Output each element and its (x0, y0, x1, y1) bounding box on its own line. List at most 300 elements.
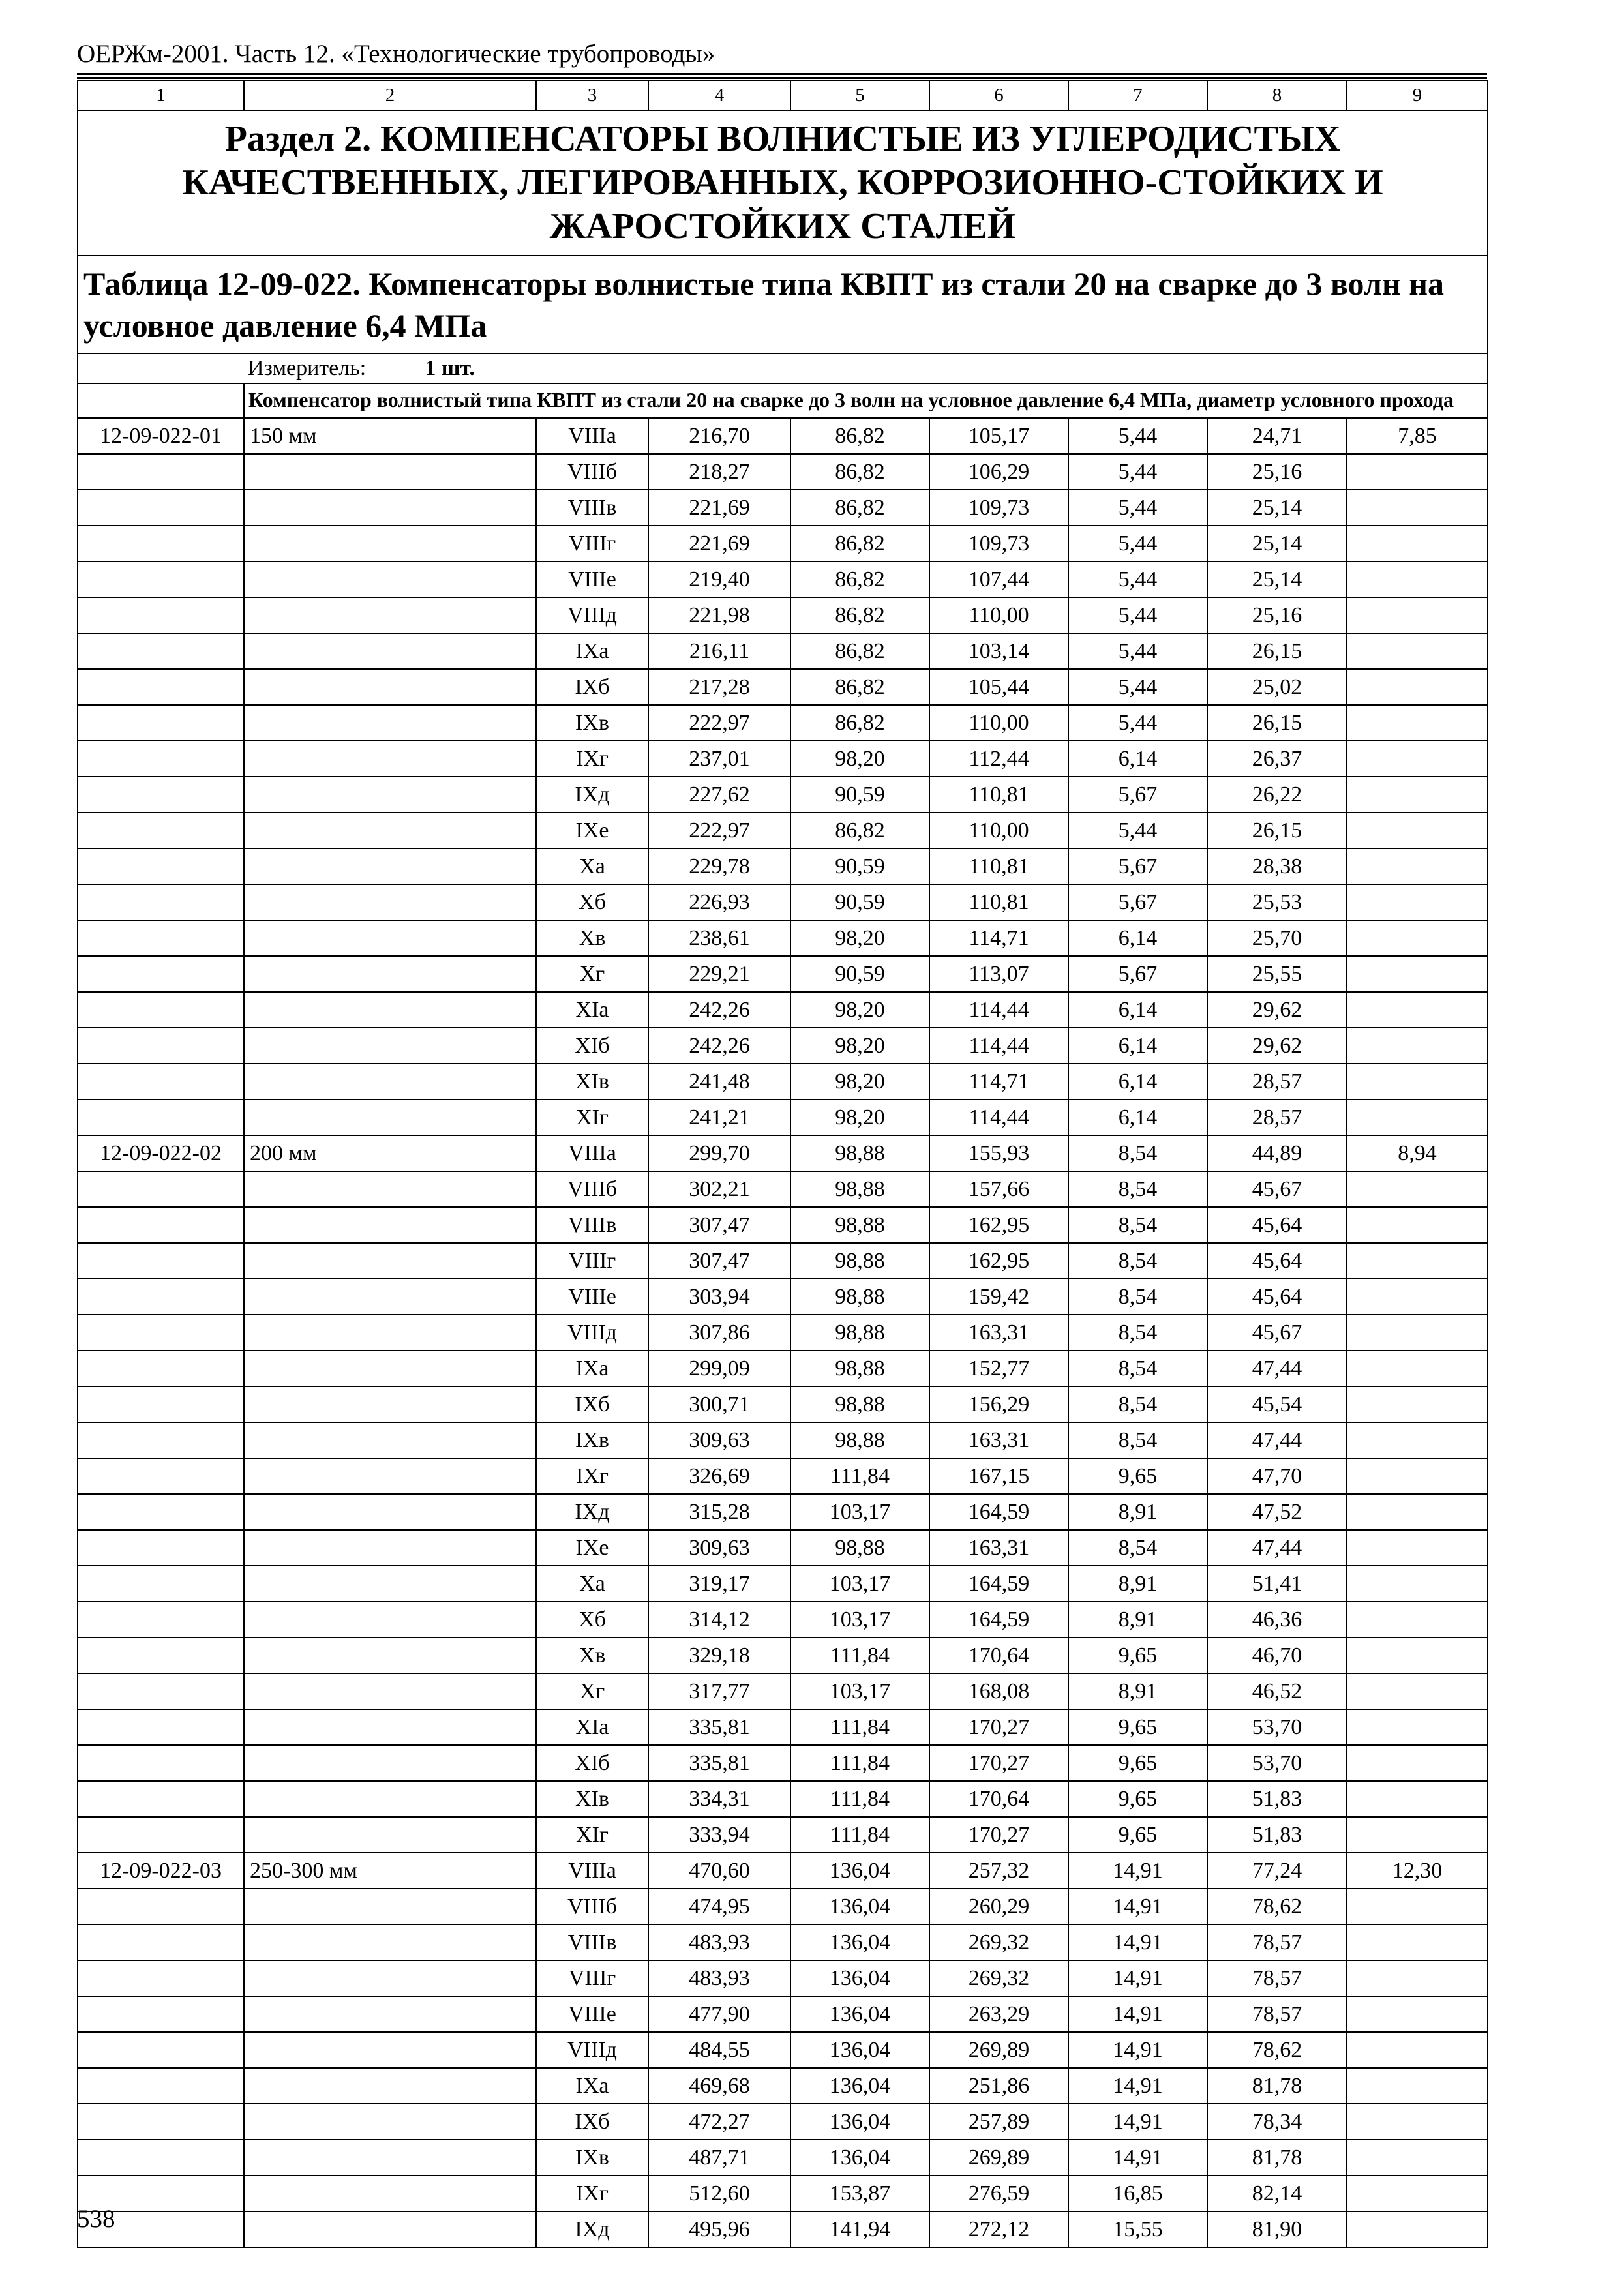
cost-value: 216,70 (648, 418, 790, 454)
cost-value: 136,04 (790, 2140, 929, 2176)
diameter-empty (244, 1279, 536, 1315)
cost-value: 242,26 (648, 1028, 790, 1064)
column-number: 1 (78, 80, 244, 110)
cost-value: 24,71 (1207, 418, 1347, 454)
table-row (78, 1638, 1488, 1673)
region-code: IXг (536, 1458, 648, 1494)
labor-value-empty (1347, 920, 1488, 956)
cost-value: 8,54 (1068, 1279, 1207, 1315)
cost-value: 5,44 (1068, 813, 1207, 848)
diameter-empty (244, 669, 536, 705)
table-row (78, 2032, 1488, 2068)
column-number: 6 (929, 80, 1068, 110)
cost-value: 314,12 (648, 1602, 790, 1638)
cost-value: 9,65 (1068, 1709, 1207, 1745)
diameter-empty (244, 1709, 536, 1745)
table-row (78, 490, 1488, 526)
labor-value-empty (1347, 1889, 1488, 1924)
cost-value: 164,59 (929, 1602, 1068, 1638)
cost-value: 136,04 (790, 2068, 929, 2104)
cost-value: 78,62 (1207, 2032, 1347, 2068)
region-code: XIб (536, 1028, 648, 1064)
diameter-empty (244, 777, 536, 813)
cost-value: 136,04 (790, 1960, 929, 1996)
diameter-empty (244, 1243, 536, 1279)
cost-value: 6,14 (1068, 1100, 1207, 1135)
table-row (78, 848, 1488, 884)
region-code: VIIIе (536, 1996, 648, 2032)
region-code: IXв (536, 2140, 648, 2176)
cost-value: 227,62 (648, 777, 790, 813)
region-code: VIIIв (536, 1924, 648, 1960)
cost-value: 9,65 (1068, 1781, 1207, 1817)
labor-value-empty (1347, 956, 1488, 992)
diameter-empty (244, 2068, 536, 2104)
table-row (78, 1960, 1488, 1996)
cost-value: 29,62 (1207, 1028, 1347, 1064)
region-code: VIIIб (536, 1889, 648, 1924)
table-row (78, 741, 1488, 777)
region-code: IXб (536, 1386, 648, 1422)
cost-value: 111,84 (790, 1817, 929, 1853)
region-code: IXа (536, 2068, 648, 2104)
diameter: 200 мм (244, 1135, 536, 1171)
cost-value: 6,14 (1068, 741, 1207, 777)
region-code: Xа (536, 1566, 648, 1602)
labor-value-empty (1347, 1171, 1488, 1207)
rate-code-empty (78, 956, 244, 992)
cost-value: 78,57 (1207, 1960, 1347, 1996)
labor-value-empty (1347, 1673, 1488, 1709)
cost-value: 8,54 (1068, 1135, 1207, 1171)
cost-value: 5,44 (1068, 418, 1207, 454)
rate-code-empty (78, 1602, 244, 1638)
rate-code-empty (78, 633, 244, 669)
rate-code-empty (78, 1315, 244, 1351)
cost-value: 5,44 (1068, 669, 1207, 705)
rate-code-empty (78, 1996, 244, 2032)
cost-value: 90,59 (790, 777, 929, 813)
cost-value: 8,54 (1068, 1422, 1207, 1458)
rate-code-empty (78, 597, 244, 633)
cost-value: 5,44 (1068, 526, 1207, 561)
cost-value: 110,00 (929, 813, 1068, 848)
region-code: VIIIд (536, 597, 648, 633)
rate-code-empty (78, 561, 244, 597)
region-code: IXа (536, 633, 648, 669)
rate-code: 12-09-022-01 (78, 418, 244, 454)
cost-value: 153,87 (790, 2176, 929, 2211)
table-row (78, 777, 1488, 813)
diameter-empty (244, 2032, 536, 2068)
labor-value-empty (1347, 1638, 1488, 1673)
header-double-rule (77, 73, 1487, 79)
diameter-empty (244, 1100, 536, 1135)
rate-code-empty (78, 1673, 244, 1709)
labor-value-empty (1347, 1243, 1488, 1279)
cost-value: 329,18 (648, 1638, 790, 1673)
cost-value: 86,82 (790, 454, 929, 490)
labor-value-empty (1347, 561, 1488, 597)
diameter-empty (244, 1422, 536, 1458)
region-code: IXд (536, 777, 648, 813)
cost-value: 141,94 (790, 2211, 929, 2247)
cost-value: 333,94 (648, 1817, 790, 1853)
table-row (78, 1422, 1488, 1458)
diameter: 150 мм (244, 418, 536, 454)
region-code: XIа (536, 1709, 648, 1745)
rate-code-empty (78, 1458, 244, 1494)
region-code: Xв (536, 920, 648, 956)
cost-value: 269,32 (929, 1924, 1068, 1960)
cost-value: 110,81 (929, 884, 1068, 920)
cost-value: 98,20 (790, 920, 929, 956)
cost-value: 46,52 (1207, 1673, 1347, 1709)
measure-row (78, 353, 1488, 383)
table-row (78, 2068, 1488, 2104)
table-row (78, 1853, 1488, 1889)
cost-value: 86,82 (790, 669, 929, 705)
region-code: Xб (536, 884, 648, 920)
table-row (78, 633, 1488, 669)
cost-value: 28,57 (1207, 1064, 1347, 1100)
cost-value: 5,44 (1068, 490, 1207, 526)
region-code: XIв (536, 1781, 648, 1817)
measure-value: 1 шт. (425, 356, 475, 380)
cost-value: 98,20 (790, 1100, 929, 1135)
table-row (78, 1709, 1488, 1745)
cost-value: 5,44 (1068, 597, 1207, 633)
cost-value: 78,57 (1207, 1924, 1347, 1960)
cost-value: 25,02 (1207, 669, 1347, 705)
table-row (78, 526, 1488, 561)
table-row (78, 669, 1488, 705)
diameter-empty (244, 1889, 536, 1924)
diameter-empty (244, 490, 536, 526)
column-number: 4 (648, 80, 790, 110)
diameter-empty (244, 992, 536, 1028)
cost-value: 226,93 (648, 884, 790, 920)
cost-value: 105,44 (929, 669, 1068, 705)
cost-value: 45,67 (1207, 1315, 1347, 1351)
cost-value: 335,81 (648, 1745, 790, 1781)
diameter-empty (244, 633, 536, 669)
cost-value: 46,70 (1207, 1638, 1347, 1673)
region-code: XIг (536, 1100, 648, 1135)
diameter-empty (244, 1996, 536, 2032)
labor-value-empty (1347, 1566, 1488, 1602)
cost-value: 114,44 (929, 1028, 1068, 1064)
cost-value: 46,36 (1207, 1602, 1347, 1638)
cost-value: 326,69 (648, 1458, 790, 1494)
table-row (78, 1315, 1488, 1351)
labor-value-empty (1347, 2140, 1488, 2176)
rate-code: 12-09-022-03 (78, 1853, 244, 1889)
cost-value: 107,44 (929, 561, 1068, 597)
rate-code-empty (78, 1566, 244, 1602)
region-code: IXе (536, 1530, 648, 1566)
region-code: VIIIб (536, 454, 648, 490)
cost-value: 217,28 (648, 669, 790, 705)
diameter-empty (244, 2104, 536, 2140)
cost-value: 44,89 (1207, 1135, 1347, 1171)
cost-value: 483,93 (648, 1924, 790, 1960)
cost-value: 307,47 (648, 1207, 790, 1243)
labor-value-empty (1347, 1100, 1488, 1135)
cost-value: 29,62 (1207, 992, 1347, 1028)
cost-value: 81,78 (1207, 2068, 1347, 2104)
region-code: Xг (536, 1673, 648, 1709)
labor-value-empty (1347, 884, 1488, 920)
cost-value: 472,27 (648, 2104, 790, 2140)
cost-value: 90,59 (790, 848, 929, 884)
diameter-empty (244, 1494, 536, 1530)
diameter-empty (244, 1673, 536, 1709)
cost-value: 114,71 (929, 920, 1068, 956)
cost-value: 156,29 (929, 1386, 1068, 1422)
labor-value-empty (1347, 1709, 1488, 1745)
cost-value: 25,53 (1207, 884, 1347, 920)
rates-table (77, 80, 1488, 2248)
cost-value: 90,59 (790, 956, 929, 992)
cost-value: 110,00 (929, 705, 1068, 741)
cost-value: 26,22 (1207, 777, 1347, 813)
cost-value: 317,77 (648, 1673, 790, 1709)
diameter-empty (244, 1817, 536, 1853)
rate-code-empty (78, 813, 244, 848)
cost-value: 14,91 (1068, 1924, 1207, 1960)
diameter-empty (244, 2211, 536, 2247)
rate-code: 12-09-022-02 (78, 1135, 244, 1171)
rate-code-empty (78, 1960, 244, 1996)
cost-value: 47,44 (1207, 1530, 1347, 1566)
cost-value: 45,67 (1207, 1171, 1347, 1207)
labor-value-empty (1347, 1745, 1488, 1781)
table-row (78, 1207, 1488, 1243)
cost-value: 28,57 (1207, 1100, 1347, 1135)
cost-value: 163,31 (929, 1315, 1068, 1351)
diameter-empty (244, 1638, 536, 1673)
cost-value: 477,90 (648, 1996, 790, 2032)
cost-value: 111,84 (790, 1745, 929, 1781)
rate-code-empty (78, 669, 244, 705)
cost-value: 98,88 (790, 1207, 929, 1243)
diameter-empty (244, 1171, 536, 1207)
cost-value: 216,11 (648, 633, 790, 669)
diameter-empty (244, 2140, 536, 2176)
cost-value: 309,63 (648, 1422, 790, 1458)
cost-value: 25,55 (1207, 956, 1347, 992)
labor-value-empty (1347, 813, 1488, 848)
region-code: XIа (536, 992, 648, 1028)
diameter-empty (244, 526, 536, 561)
table-row (78, 1028, 1488, 1064)
cost-value: 81,90 (1207, 2211, 1347, 2247)
rate-code-empty (78, 1781, 244, 1817)
labor-value-empty (1347, 1602, 1488, 1638)
cost-value: 51,83 (1207, 1817, 1347, 1853)
table-row (78, 1602, 1488, 1638)
rate-code-empty (78, 1028, 244, 1064)
cost-value: 495,96 (648, 2211, 790, 2247)
cost-value: 269,89 (929, 2032, 1068, 2068)
table-row (78, 1889, 1488, 1924)
cost-value: 103,17 (790, 1566, 929, 1602)
cost-value: 164,59 (929, 1566, 1068, 1602)
table-row (78, 1924, 1488, 1960)
cost-value: 51,41 (1207, 1566, 1347, 1602)
cost-value: 98,88 (790, 1135, 929, 1171)
cost-value: 163,31 (929, 1422, 1068, 1458)
cost-value: 8,54 (1068, 1351, 1207, 1386)
cost-value: 6,14 (1068, 1064, 1207, 1100)
region-code: VIIIб (536, 1171, 648, 1207)
cost-value: 113,07 (929, 956, 1068, 992)
table-row (78, 2211, 1488, 2247)
diameter-empty (244, 741, 536, 777)
cost-value: 251,86 (929, 2068, 1068, 2104)
labor-value-empty (1347, 1064, 1488, 1100)
table-title-row (78, 256, 1488, 353)
column-number: 5 (790, 80, 929, 110)
cost-value: 152,77 (929, 1351, 1068, 1386)
cost-value: 26,37 (1207, 741, 1347, 777)
cost-value: 14,91 (1068, 2068, 1207, 2104)
cost-value: 8,91 (1068, 1602, 1207, 1638)
cost-value: 242,26 (648, 992, 790, 1028)
cost-value: 8,54 (1068, 1315, 1207, 1351)
cost-value: 103,17 (790, 1494, 929, 1530)
cost-value: 78,57 (1207, 1996, 1347, 2032)
cost-value: 309,63 (648, 1530, 790, 1566)
cost-value: 47,44 (1207, 1422, 1347, 1458)
cost-value: 25,16 (1207, 597, 1347, 633)
cost-value: 164,59 (929, 1494, 1068, 1530)
cost-value: 263,29 (929, 1996, 1068, 2032)
cost-value: 9,65 (1068, 1638, 1207, 1673)
cost-value: 103,17 (790, 1602, 929, 1638)
table-row (78, 1781, 1488, 1817)
cost-value: 47,52 (1207, 1494, 1347, 1530)
cost-value: 5,67 (1068, 956, 1207, 992)
cost-value: 98,88 (790, 1243, 929, 1279)
cost-value: 167,15 (929, 1458, 1068, 1494)
cost-value: 241,21 (648, 1100, 790, 1135)
cost-value: 14,91 (1068, 1996, 1207, 2032)
cost-value: 8,91 (1068, 1494, 1207, 1530)
cost-value: 111,84 (790, 1458, 929, 1494)
item-description: Компенсатор волнистый типа КВПТ из стали 20 на сварке до 3 волн на условное давление 6,4 МПа, диаметр условного прохода (248, 388, 1454, 411)
cost-value: 170,27 (929, 1709, 1068, 1745)
cost-value: 5,44 (1068, 633, 1207, 669)
table-row (78, 2176, 1488, 2211)
cost-value: 98,88 (790, 1530, 929, 1566)
cost-value: 303,94 (648, 1279, 790, 1315)
cost-value: 170,64 (929, 1781, 1068, 1817)
cost-value: 241,48 (648, 1064, 790, 1100)
cost-value: 8,54 (1068, 1171, 1207, 1207)
region-code: VIIIа (536, 418, 648, 454)
table-row (78, 1100, 1488, 1135)
diameter-empty (244, 1530, 536, 1566)
cost-value: 5,67 (1068, 777, 1207, 813)
cost-value: 53,70 (1207, 1709, 1347, 1745)
cost-value: 103,17 (790, 1673, 929, 1709)
cost-value: 14,91 (1068, 2140, 1207, 2176)
labor-value-empty (1347, 1315, 1488, 1351)
column-number: 8 (1207, 80, 1347, 110)
cost-value: 257,32 (929, 1853, 1068, 1889)
region-code: IXа (536, 1351, 648, 1386)
cost-value: 469,68 (648, 2068, 790, 2104)
diameter-empty (244, 705, 536, 741)
region-code: IXб (536, 2104, 648, 2140)
cost-value: 8,91 (1068, 1566, 1207, 1602)
region-code: VIIIг (536, 526, 648, 561)
cost-value: 315,28 (648, 1494, 790, 1530)
region-code: IXг (536, 2176, 648, 2211)
cost-value: 6,14 (1068, 920, 1207, 956)
cost-value: 82,14 (1207, 2176, 1347, 2211)
labor-value-empty (1347, 2068, 1488, 2104)
cost-value: 28,38 (1207, 848, 1347, 884)
cost-value: 168,08 (929, 1673, 1068, 1709)
diameter-empty (244, 813, 536, 848)
diameter-empty (244, 1351, 536, 1386)
cost-value: 98,88 (790, 1422, 929, 1458)
labor-value-empty (1347, 2211, 1488, 2247)
section-title: Раздел 2. КОМПЕНСАТОРЫ ВОЛНИСТЫЕ ИЗ УГЛЕРОДИСТЫХ КАЧЕСТВЕННЫХ, ЛЕГИРОВАННЫХ, КОРРОЗИОННО-СТОЙКИХ И ЖАРОСТОЙКИХ СТАЛЕЙ (78, 110, 1488, 256)
cost-value: 14,91 (1068, 1853, 1207, 1889)
page-number: 538 (77, 2205, 115, 2233)
cost-value: 5,44 (1068, 705, 1207, 741)
cost-value: 8,54 (1068, 1530, 1207, 1566)
diameter-empty (244, 1960, 536, 1996)
diameter: 250-300 мм (244, 1853, 536, 1889)
running-header: ОЕРЖм-2001. Часть 12. «Технологические трубопроводы» (77, 40, 715, 68)
section-title-row (78, 110, 1488, 256)
cost-value: 218,27 (648, 454, 790, 490)
labor-value-empty (1347, 1028, 1488, 1064)
labor-value-empty (1347, 633, 1488, 669)
region-code: IXе (536, 813, 648, 848)
cost-value: 47,44 (1207, 1351, 1347, 1386)
cost-value: 300,71 (648, 1386, 790, 1422)
rate-code-empty (78, 1494, 244, 1530)
labor-value-empty (1347, 705, 1488, 741)
labor-value-empty (1347, 669, 1488, 705)
column-number: 9 (1347, 80, 1488, 110)
cost-value: 16,85 (1068, 2176, 1207, 2211)
diameter-empty (244, 1924, 536, 1960)
rate-code-empty (78, 454, 244, 490)
labor-value-empty (1347, 1386, 1488, 1422)
labor-value-empty (1347, 1924, 1488, 1960)
description-row (78, 383, 1488, 418)
cost-value: 335,81 (648, 1709, 790, 1745)
diameter-empty (244, 1458, 536, 1494)
region-code: IXд (536, 1494, 648, 1530)
cost-value: 9,65 (1068, 1745, 1207, 1781)
cost-value: 470,60 (648, 1853, 790, 1889)
cost-value: 136,04 (790, 1889, 929, 1924)
labor-value-empty (1347, 2032, 1488, 2068)
cost-value: 9,65 (1068, 1458, 1207, 1494)
labor-value-empty (1347, 1996, 1488, 2032)
labor-value-empty (1347, 848, 1488, 884)
column-number-row (78, 80, 1488, 110)
cost-value: 114,71 (929, 1064, 1068, 1100)
